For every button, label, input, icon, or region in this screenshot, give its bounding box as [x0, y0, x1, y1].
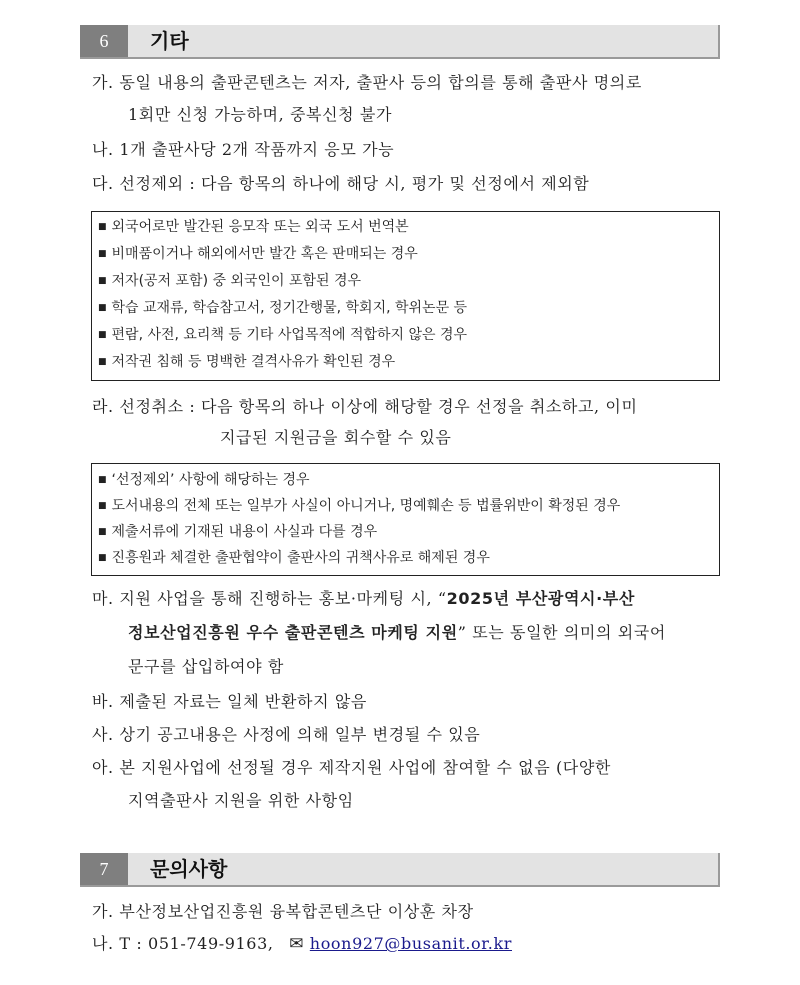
- contact-info: [92, 934, 512, 954]
- contact-phone: 나. T : 051-749-9163,: [92, 934, 274, 953]
- item-ra-cont: 지급된 지원금을 회수할 수 있음: [220, 428, 452, 447]
- section-header: [80, 25, 720, 59]
- item-a-cont: 지역출판사 지원을 위한 사항임: [128, 791, 354, 810]
- section-number: 7: [80, 853, 128, 885]
- item-ma-text: 마. 지원 사업을 통해 진행하는 홍보·마케팅 시, “: [92, 589, 447, 608]
- exclusion-item: ■ 편람, 사전, 요리책 등 기타 사업목적에 적합하지 않은 경우: [98, 326, 467, 344]
- item-na: 나. 1개 출판사당 2개 작품까지 응모 가능: [92, 140, 395, 159]
- exclusion-item: ■ 학습 교재류, 학습참고서, 정기간행물, 학회지, 학위논문 등: [98, 299, 467, 317]
- section-header: [80, 853, 720, 887]
- item-ba: 바. 제출된 자료는 일체 반환하지 않음: [92, 692, 367, 711]
- exclusion-item: ■ 비매품이거나 해외에서만 발간 혹은 판매되는 경우: [98, 245, 418, 263]
- item-ma-bold: 2025년 부산광역시·부산: [446, 589, 635, 608]
- item-sa: 사. 상기 공고내용은 사정에 의해 일부 변경될 수 있음: [92, 725, 481, 744]
- section-title: 기타: [150, 29, 189, 53]
- section-number: 6: [80, 25, 128, 57]
- exclusion-item: ■ 저자(공저 포함) 중 외국인이 포함된 경우: [98, 272, 361, 290]
- exclusion-item: ■ 외국어로만 발간된 응모작 또는 외국 도서 번역본: [98, 218, 409, 236]
- item-ma-cont2: 문구를 삽입하여야 함: [128, 657, 284, 676]
- exclusion-box: [91, 211, 720, 381]
- item-ma-bold: 정보산업진흥원 우수 출판콘텐츠 마케팅 지원: [128, 623, 458, 642]
- section-title: 문의사항: [150, 857, 228, 881]
- item-da: 다. 선정제외 : 다음 항목의 하나에 해당 시, 평가 및 선정에서 제외함: [92, 174, 590, 193]
- cancellation-box: [91, 463, 720, 576]
- item-ga: 가. 동일 내용의 출판콘텐츠는 저자, 출판사 등의 합의를 통해 출판사 명의로: [92, 73, 642, 92]
- cancellation-item: ■ 도서내용의 전체 또는 일부가 사실이 아니거나, 명예훼손 등 법률위반이 확정된 경우: [98, 497, 620, 515]
- item-ma-text: ” 또는 동일한 의미의 외국어: [457, 623, 666, 642]
- item-ma: [92, 589, 635, 609]
- item-ma-cont: [128, 623, 666, 643]
- contact-person: 가. 부산정보산업진흥원 융복합콘텐츠단 이상훈 차장: [92, 902, 474, 921]
- cancellation-item: ■ 제출서류에 기재된 내용이 사실과 다를 경우: [98, 523, 377, 541]
- cancellation-item: ■ 진흥원과 체결한 출판협약이 출판사의 귀책사유로 해제된 경우: [98, 549, 490, 567]
- item-a: 아. 본 지원사업에 선정될 경우 제작지원 사업에 참여할 수 없음 (다양한: [92, 758, 611, 777]
- item-ga-cont: 1회만 신청 가능하며, 중복신청 불가: [128, 105, 392, 124]
- cancellation-item: ■ ‘선정제외’ 사항에 해당하는 경우: [98, 471, 310, 489]
- exclusion-item: ■ 저작권 침해 등 명백한 결격사유가 확인된 경우: [98, 353, 395, 371]
- envelope-icon: ✉: [289, 934, 305, 954]
- item-ra: 라. 선정취소 : 다음 항목의 하나 이상에 해당할 경우 선정을 취소하고, 이미: [92, 397, 638, 416]
- email-link[interactable]: hoon927@busanit.or.kr: [309, 934, 512, 953]
